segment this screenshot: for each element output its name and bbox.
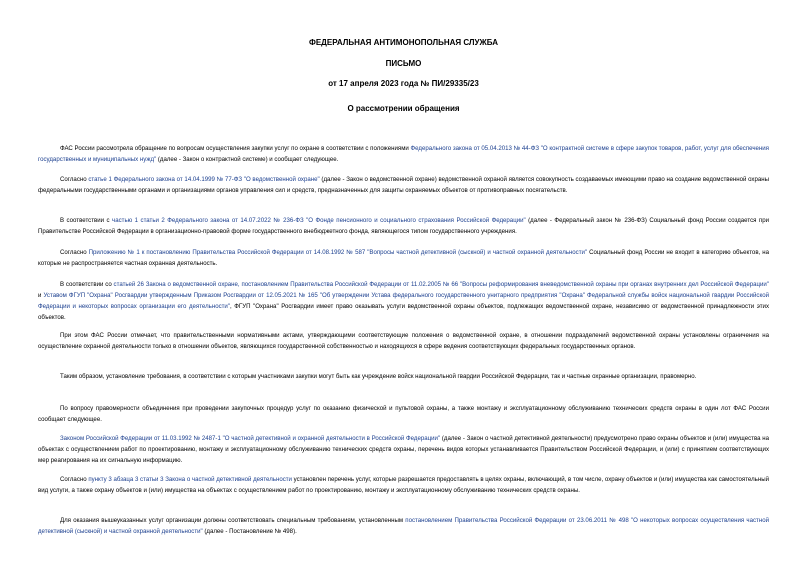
document-link[interactable]: пункту 3 абзаца 3 статьи 3 Закона о частной детективной деятельности — [88, 476, 292, 483]
paragraph-text: При этом ФАС России отмечает, что правительственными нормативными актами, утверждающими соответствующие положения о ведомственной охране, в отношении подразделений ведомственной охраны установлены ограничения на осуществление охранной деятельности только в отношении объектов, являющихся государственной собственностью и находящихся в сфере ведения соответствующих федеральных государственных органов. — [38, 332, 769, 350]
document-link[interactable]: постановлением Правительства Российской Федерации от 23.06.2011 № 498 "О некоторых вопросах осуществления частной детективной (сыскной) и частной охранной деятельности" — [38, 517, 769, 535]
paragraph-3 — [38, 215, 769, 237]
document-date-number: от 17 апреля 2023 года № ПИ/29335/23 — [328, 79, 479, 88]
paragraph-text: В соответствии со — [60, 281, 114, 288]
paragraph-11 — [38, 515, 769, 537]
document-link[interactable]: Законом Российской Федерации от 11.03.1992 № 2487-1 "О частной детективной и охранной деятельности в Российской Федерации" — [60, 435, 441, 442]
document-link[interactable]: статье 1 Федерального закона от 14.04.1999 № 77-ФЗ "О ведомственной охране" — [88, 176, 320, 183]
paragraph-text: (далее - Закон о частной детективной деятельности) предусмотрено право охраны объектов и (или) имущества на объектах с осуществлением работ по проектированию, монтажу и эксплуатационному обслуживанию технических средств охраны, перечень видов которых устанавливается Правительством Российской Федерации, и (или) с принятием соответствующих мер реагирования на их сигнальную информацию. — [38, 435, 770, 464]
paragraph-text: Для оказания вышеуказанных услуг организации должны соответствовать специальным требованиям, установленным — [60, 517, 406, 524]
paragraph-4 — [38, 247, 769, 269]
paragraph-text: По вопросу правомерности объединения при проведении закупочных процедур услуг по оказанию физической и пультовой охраны, а также монтажу и эксплуатационному обслуживанию технических средств охраны в один лот ФАС России сообщает следующее. — [38, 405, 769, 423]
document-link[interactable]: статьей 26 Закона о ведомственной охране, постановлением Правительства Российской Федерации от 11.02.2005 № 66 "Вопросы реформирования вневедомственной охраны при органах внутренних дел Российской Федерации" — [113, 281, 769, 288]
paragraph-text: , ФГУП "Охрана" Росгвардии имеет право оказывать услуги ведомственной охраны объектов, подлежащих ведомственной охране, независимо от ведомственной принадлежности этих объектов. — [38, 303, 769, 321]
paragraph-5 — [38, 279, 769, 323]
paragraph-text: ФАС России рассмотрела обращение по вопросам осуществления закупки услуг по охране в соответствии с положениями — [60, 145, 411, 152]
document-link[interactable]: Уставом ФГУП "Охрана" Росгвардии утвержденным Приказом Росгвардии от 12.05.2021 № 165 "Об утверждении Устава федерального государственного унитарного предприятия "Охрана" Федеральной службы войск национальной гвардии Российской Федерации и некоторых вопросах организации его деятельности" — [38, 292, 769, 310]
paragraph-text: Согласно — [60, 476, 89, 483]
paragraph-text: Социальный фонд России не входит в категорию объектов, на которые не распространяется частная охранная деятельность. — [38, 249, 769, 267]
paragraph-text: (далее - Закон о ведомственной охране) ведомственной охраной является совокупность создаваемых имеющими право на создание ведомственной охраны федеральными государственными органами и организациями органов управления сил и средств, предназначенных для защиты охраняемых объектов от противоправных посягательств. — [38, 176, 770, 194]
paragraph-text: (далее - Федеральный закон № 236-ФЗ) Социальный фонд России создается при Правительстве Российской Федерации в организационно-правовой форме государственного внебюджетного фонда, являющегося типом государственного учреждения. — [38, 217, 769, 235]
document-link[interactable]: частью 1 статьи 2 Федерального закона от 14.07.2022 № 236-ФЗ "О Фонде пенсионного и социального страхования Российской Федерации" — [112, 217, 526, 224]
paragraph-text: (далее - Закон о контрактной системе) и сообщает следующее. — [156, 156, 339, 163]
document-link[interactable]: Приложению № 1 к постановлению Правительства Российской Федерации от 14.08.1992 № 587 "Вопросы частной детективной (сыскной) и частной охранной деятельности" — [88, 249, 588, 256]
paragraph-text: Согласно — [60, 249, 89, 256]
paragraph-text: Согласно — [60, 176, 89, 183]
paragraph-1 — [38, 143, 769, 165]
paragraph-7 — [38, 371, 769, 382]
paragraph-text: (далее - Постановление № 498). — [202, 528, 297, 535]
paragraph-text: Таким образом, установление требования, в соответствии с которым участниками закупки могут быть как учреждение войск национальной гвардии Российской Федерации, так и частные охранные организации, правомерно. — [60, 373, 697, 380]
paragraph-9 — [38, 433, 769, 466]
paragraph-8 — [38, 403, 769, 425]
paragraph-text: и — [38, 292, 44, 299]
document-subject: О рассмотрении обращения — [347, 104, 460, 113]
paragraph-text: установлен перечень услуг, которые разрешается предоставлять в целях охраны, включающий, в том числе, охрану объектов и (или) имущества как самостоятельный вид услуги, а также охрану объектов и (или) имущества на объектах с осуществлением работ по проектированию, монтажу и эксплуатационному обслуживанию технических средств охраны. — [38, 476, 769, 494]
paragraph-6 — [38, 330, 769, 352]
agency-heading: ФЕДЕРАЛЬНАЯ АНТИМОНОПОЛЬНАЯ СЛУЖБА — [309, 38, 498, 47]
paragraph-2 — [38, 174, 769, 196]
document-type: ПИСЬМО — [385, 59, 422, 68]
paragraph-10 — [38, 474, 769, 496]
document-link[interactable]: Федерального закона от 05.04.2013 № 44-ФЗ "О контрактной системе в сфере закупок товаров, работ, услуг для обеспечения государственных и муниципальных нужд" — [38, 145, 769, 163]
paragraph-text: В соответствии с — [60, 217, 113, 224]
